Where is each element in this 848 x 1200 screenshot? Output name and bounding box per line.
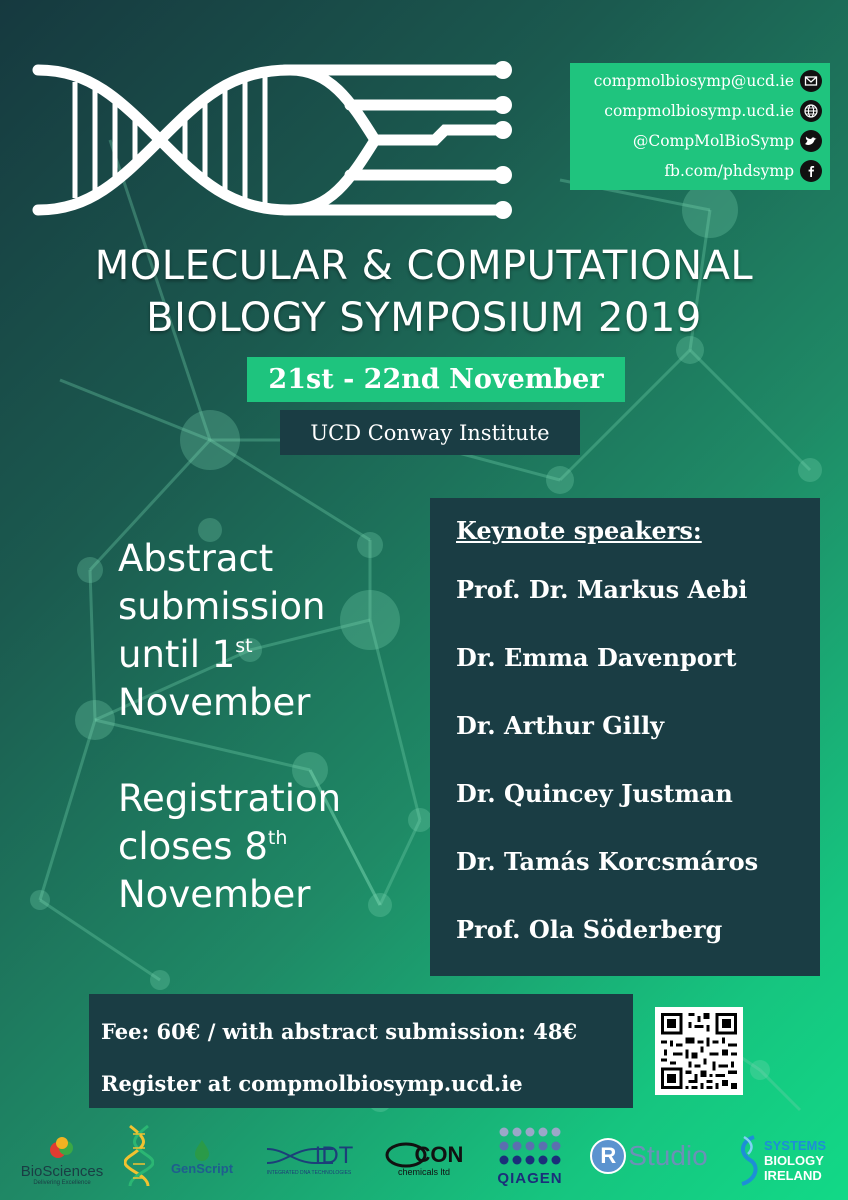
qiagen-dots-icon bbox=[497, 1126, 563, 1170]
contact-email-text[interactable]: compmolbiosymp@ucd.ie bbox=[593, 72, 794, 90]
event-date: 21st - 22nd November bbox=[247, 357, 625, 402]
sponsor-logos bbox=[0, 1120, 848, 1200]
abstract-deadline-line-3 bbox=[118, 631, 418, 679]
fee-registration-box bbox=[89, 994, 633, 1108]
keynote-speaker: Dr. Tamás Korcsmáros bbox=[456, 847, 759, 876]
sbi-swirl-icon bbox=[738, 1134, 760, 1186]
deadlines bbox=[118, 535, 418, 919]
sponsor-dna-logo bbox=[122, 1122, 156, 1190]
contact-website-text[interactable]: compmolbiosymp.ucd.ie bbox=[604, 102, 794, 120]
dna-helix-icon bbox=[124, 1124, 154, 1188]
keynote-speaker: Dr. Quincey Justman bbox=[456, 779, 733, 808]
qr-code[interactable] bbox=[655, 1007, 743, 1095]
keynote-speaker: Prof. Ola Söderberg bbox=[456, 915, 723, 944]
contact-twitter-text[interactable]: @CompMolBioSymp bbox=[632, 132, 794, 150]
biosciences-logo-text: BioSciences bbox=[20, 1162, 104, 1180]
registration-deadline-closes: closes 8 bbox=[118, 825, 268, 868]
biosciences-tagline: Delivering Excellence bbox=[33, 1179, 91, 1186]
abstract-deadline-until: until 1 bbox=[118, 633, 236, 676]
globe-icon bbox=[800, 100, 822, 122]
contact-website[interactable] bbox=[570, 96, 822, 126]
email-icon bbox=[800, 70, 822, 92]
biosciences-logo-icon bbox=[48, 1135, 76, 1161]
contact-box bbox=[570, 63, 830, 190]
registration-deadline-line-2 bbox=[118, 823, 418, 871]
sbi-line-2: BIOLOGY bbox=[763, 1152, 824, 1168]
title-line-2: BIOLOGY SYMPOSIUM 2019 bbox=[146, 295, 702, 341]
abstract-deadline-line-4: November bbox=[118, 681, 311, 724]
sponsor-qiagen bbox=[494, 1122, 566, 1190]
sponsor-con-chemicals bbox=[378, 1134, 470, 1184]
keynote-speakers-panel bbox=[430, 498, 820, 976]
contact-twitter[interactable] bbox=[570, 126, 822, 156]
sponsor-genscript bbox=[164, 1130, 240, 1184]
rstudio-r-badge bbox=[590, 1138, 626, 1174]
con-subtitle: chemicals ltd bbox=[397, 1167, 451, 1177]
contact-email[interactable] bbox=[570, 66, 822, 96]
keynote-speaker: Dr. Arthur Gilly bbox=[456, 711, 665, 740]
symposium-title bbox=[0, 240, 848, 344]
genscript-drop-icon bbox=[194, 1139, 210, 1161]
idt-logo-text: IDT bbox=[314, 1142, 354, 1169]
sbi-line-3: IRELAND bbox=[763, 1167, 822, 1183]
title-line-1: MOLECULAR & COMPUTATIONAL bbox=[94, 243, 754, 289]
abstract-deadline-line-1: Abstract bbox=[118, 537, 274, 580]
rstudio-logo-text: Studio bbox=[628, 1140, 708, 1171]
registration-deadline-line-3: November bbox=[118, 873, 311, 916]
sponsor-biosciences bbox=[14, 1128, 110, 1192]
twitter-icon bbox=[800, 130, 822, 152]
con-logo-text: CON bbox=[414, 1142, 464, 1167]
contact-facebook[interactable] bbox=[570, 156, 822, 186]
contact-facebook-text[interactable]: fb.com/phdsymp bbox=[664, 162, 794, 180]
registration-deadline-line-1: Registration bbox=[118, 777, 342, 820]
sponsor-systems-biology-ireland bbox=[730, 1132, 834, 1188]
sponsor-idt bbox=[252, 1134, 366, 1184]
register-link-text[interactable]: Register at compmolbiosymp.ucd.ie bbox=[101, 1071, 523, 1096]
facebook-icon bbox=[800, 160, 822, 182]
qiagen-logo-text: QIAGEN bbox=[497, 1169, 563, 1187]
idt-subtitle: INTEGRATED DNA TECHNOLOGIES bbox=[266, 1170, 352, 1176]
genscript-logo-text: GenScript bbox=[170, 1160, 234, 1176]
fee-text: Fee: 60€ / with abstract submission: 48€ bbox=[101, 1019, 578, 1044]
registration-deadline-suffix: th bbox=[267, 827, 288, 849]
event-venue: UCD Conway Institute bbox=[280, 410, 580, 455]
keynote-speaker: Dr. Emma Davenport bbox=[456, 643, 737, 672]
sponsor-rstudio bbox=[584, 1134, 714, 1178]
abstract-deadline-suffix: st bbox=[235, 635, 253, 657]
keynote-speaker: Prof. Dr. Markus Aebi bbox=[456, 575, 748, 604]
dna-circuit-logo bbox=[30, 60, 540, 220]
keynote-heading: Keynote speakers: bbox=[456, 516, 702, 545]
abstract-deadline-line-2: submission bbox=[118, 585, 326, 628]
rstudio-r-letter: R bbox=[600, 1143, 617, 1168]
sbi-line-1: SYSTEMS bbox=[763, 1137, 827, 1153]
